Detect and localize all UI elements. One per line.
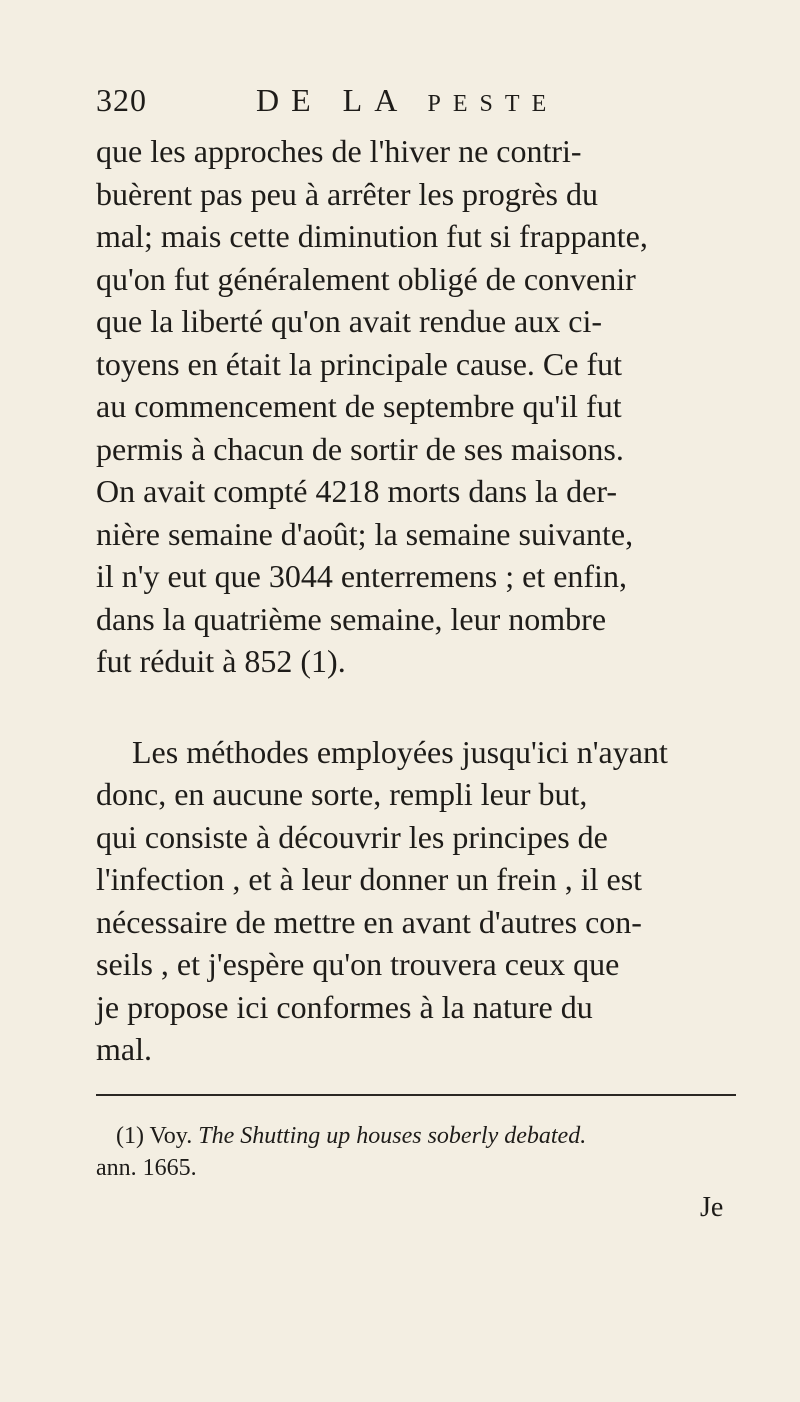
text-line: qu'on fut généralement obligé de convenir xyxy=(96,260,636,297)
text-line: donc, en aucune sorte, rempli leur but, xyxy=(96,776,588,812)
text-line: je propose ici conformes à la nature du xyxy=(96,988,593,1025)
footnote-line-1 xyxy=(96,1120,736,1152)
text-line: mal; mais cette diminution fut si frappante, xyxy=(96,218,648,254)
running-title xyxy=(256,82,558,119)
body-text xyxy=(96,130,736,1071)
text-line: nécessaire de mettre en avant d'autres con- xyxy=(96,903,642,940)
text-line: fut réduit à 852 (1). xyxy=(96,643,346,679)
catchword: Je xyxy=(700,1192,724,1223)
text-line: toyens en était la principale cause. Ce fut xyxy=(96,345,623,382)
paragraph-2 xyxy=(96,731,736,1071)
text-line: dans la quatrième semaine, leur nombre xyxy=(96,600,607,637)
text-line: l'infection , et à leur donner un frein , il est xyxy=(96,861,643,897)
text-line: il n'y eut que 3044 enterremens ; et enfin, xyxy=(96,558,627,594)
footnote-line-2: ann. 1665. xyxy=(96,1155,197,1181)
footnote xyxy=(96,1120,736,1184)
footnote-marker: (1) Voy. xyxy=(116,1123,193,1149)
text-line: mal. xyxy=(96,1031,152,1067)
text-line: nière semaine d'août; la semaine suivante, xyxy=(96,515,634,552)
footnote-title: The Shutting up houses soberly debated. xyxy=(198,1123,587,1149)
text-line: que la liberté qu'on avait rendue aux ci- xyxy=(96,303,602,339)
text-line: au commencement de septembre qu'il fut xyxy=(96,388,622,424)
text-line: seils , et j'espère qu'on trouvera ceux que xyxy=(96,946,620,982)
text-line: permis à chacun de sortir de ses maisons. xyxy=(96,430,624,467)
text-line: Les méthodes employées jusqu'ici n'ayant xyxy=(132,733,668,770)
text-line: qui consiste à découvrir les principes de xyxy=(96,818,608,855)
text-line: buèrent pas peu à arrêter les progrès du xyxy=(96,175,598,212)
running-title-word: PESTE xyxy=(427,91,559,117)
page-number: 320 xyxy=(96,82,147,118)
page-header xyxy=(96,82,736,128)
text-line: que les approches de l'hiver ne contri- xyxy=(96,133,582,169)
footnote-divider xyxy=(96,1094,736,1096)
text-line: On avait compté 4218 morts dans la der- xyxy=(96,473,617,509)
running-title-prefix: DE LA xyxy=(256,82,408,118)
paragraph-1 xyxy=(96,130,736,683)
